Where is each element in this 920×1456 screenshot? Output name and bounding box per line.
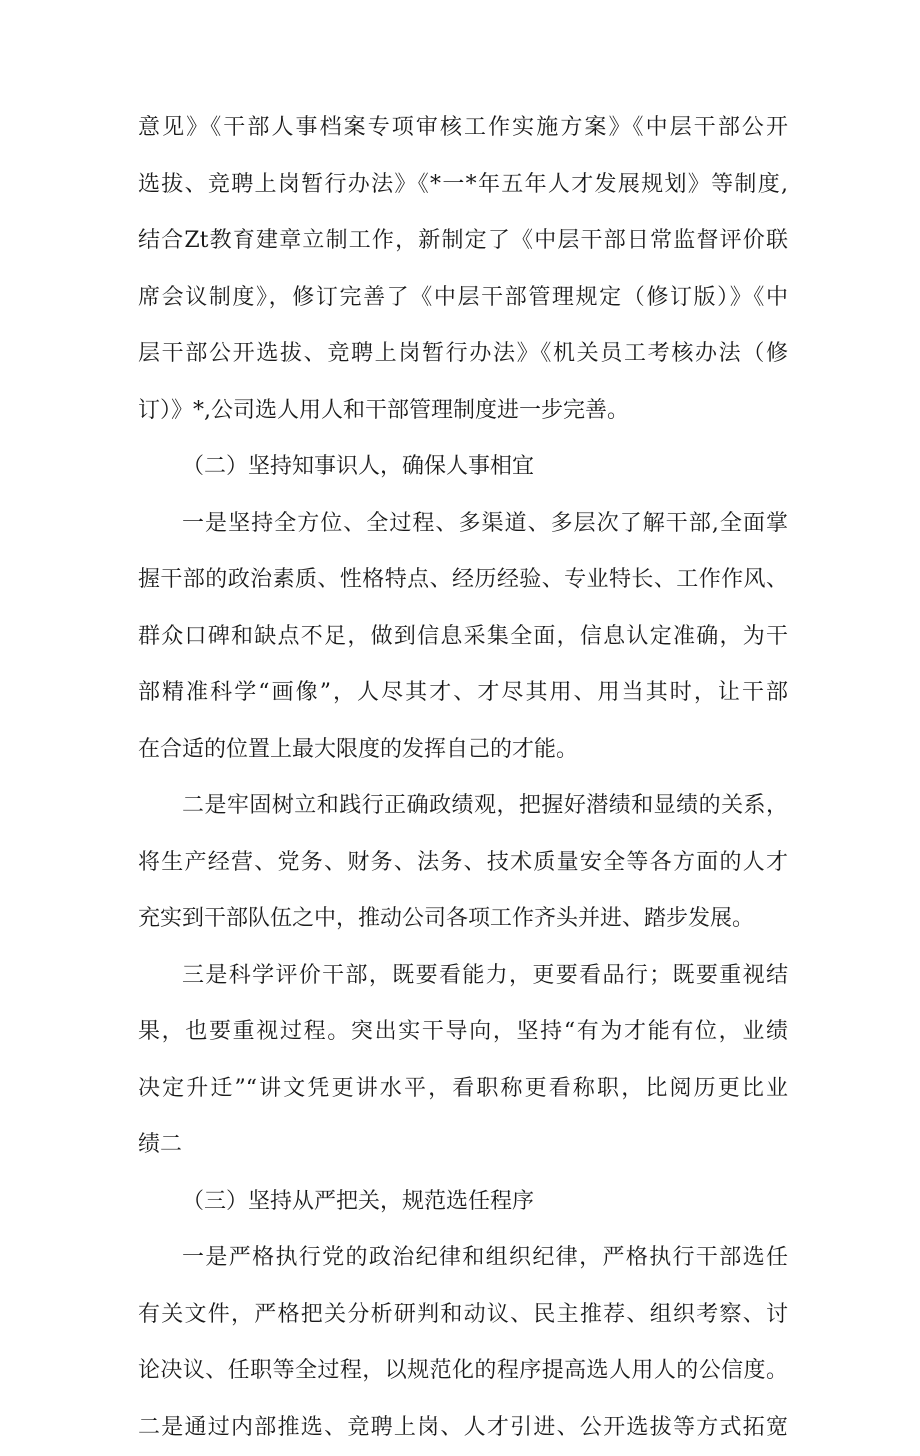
paragraph-1-line-6: 订）》*,公司选人用人和干部管理制度进一步完善。 [138, 383, 788, 440]
paragraph-2-line-1: 一是坚持全方位、全过程、多渠道、多层次了解干部,全面掌 [138, 496, 788, 553]
paragraph-1-line-5: 层干部公开选拔、竞聘上岗暂行办法》《机关员工考核办法（修 [138, 326, 788, 383]
paragraph-5-line-1: 一是严格执行党的政治纪律和组织纪律，严格执行干部选任 [138, 1230, 788, 1287]
paragraph-5-line-3: 论决议、任职等全过程，以规范化的程序提高选人用人的公信度。 [138, 1343, 788, 1400]
paragraph-4-line-2: 果，也要重视过程。突出实干导向，坚持“有为才能有位，业绩 [138, 1004, 788, 1061]
section-heading-3: （三）坚持从严把关，规范选任程序 [138, 1174, 788, 1231]
paragraph-3-line-3: 充实到干部队伍之中，推动公司各项工作齐头并进、踏步发展。 [138, 891, 788, 948]
paragraph-4-line-4: 绩二 [138, 1117, 788, 1174]
paragraph-3-line-2: 将生产经营、党务、财务、法务、技术质量安全等各方面的人才 [138, 835, 788, 892]
paragraph-2-line-3: 群众口碑和缺点不足，做到信息采集全面，信息认定准确，为干 [138, 609, 788, 666]
paragraph-5-line-2: 有关文件，严格把关分析研判和动议、民主推荐、组织考察、讨 [138, 1287, 788, 1344]
paragraph-1-line-4: 席会议制度》，修订完善了《中层干部管理规定（修订版）》《中 [138, 270, 788, 327]
section-heading-2: （二）坚持知事识人，确保人事相宜 [138, 439, 788, 496]
paragraph-1-line-1: 意见》《干部人事档案专项审核工作实施方案》《中层干部公开 [138, 100, 788, 157]
paragraph-4-line-3: 决定升迁”“讲文凭更讲水平，看职称更看称职，比阅历更比业 [138, 1061, 788, 1118]
paragraph-2-line-2: 握干部的政治素质、性格特点、经历经验、专业特长、工作作风、 [138, 552, 788, 609]
paragraph-2-line-5: 在合适的位置上最大限度的发挥自己的才能。 [138, 722, 788, 779]
paragraph-5-line-4: 二是通过内部推选、竞聘上岗、人才引进、公开选拔等方式拓宽 [138, 1400, 788, 1456]
paragraph-2-line-4: 部精准科学“画像”，人尽其才、才尽其用、用当其时，让干部 [138, 665, 788, 722]
paragraph-3-line-1: 二是牢固树立和践行正确政绩观，把握好潜绩和显绩的关系， [138, 778, 788, 835]
document-body [138, 100, 788, 1456]
paragraph-1-line-3: 结合Zt教育建章立制工作，新制定了《中层干部日常监督评价联 [138, 213, 788, 270]
paragraph-1-line-2: 选拔、竞聘上岗暂行办法》《*一*年五年人才发展规划》等制度, [138, 157, 788, 214]
paragraph-4-line-1: 三是科学评价干部，既要看能力，更要看品行；既要重视结 [138, 948, 788, 1005]
